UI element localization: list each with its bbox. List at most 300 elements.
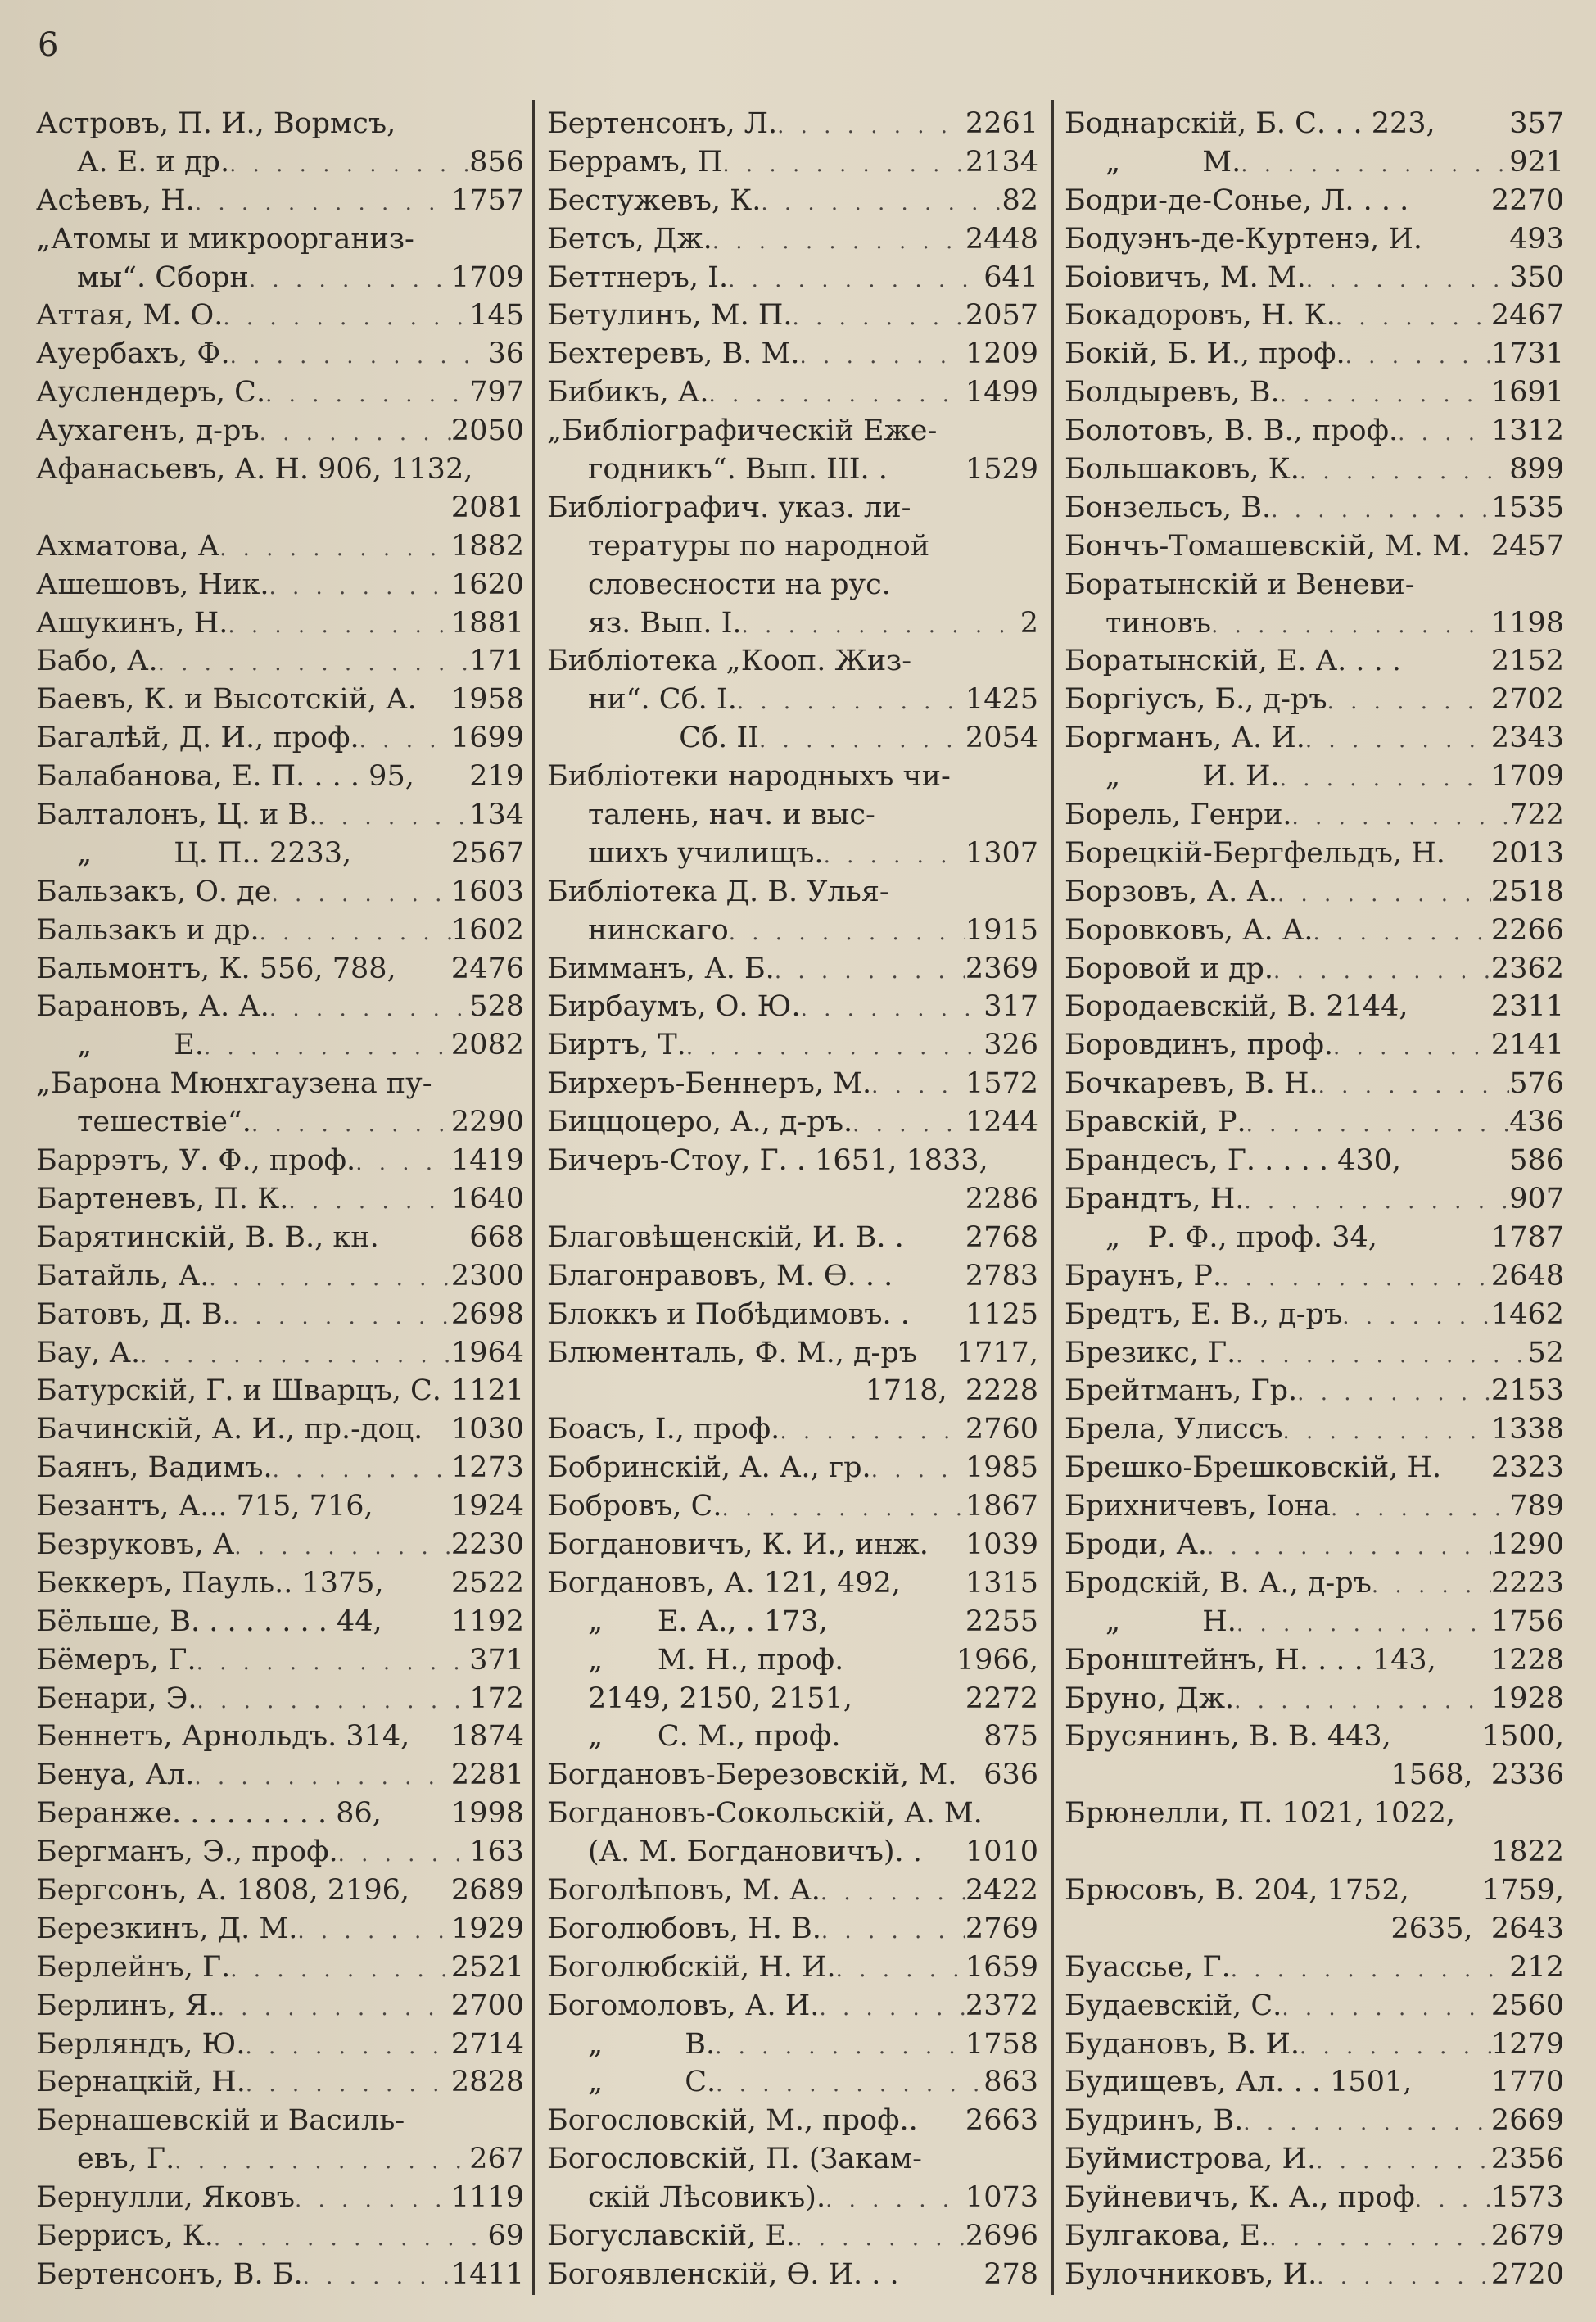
entry-number: 1535 <box>1490 491 1564 524</box>
entry-number: 2702 <box>1490 683 1564 717</box>
entry-name: Боголѣповъ, М. А. <box>547 1873 821 1907</box>
entry-number: 1985 <box>965 1451 1038 1485</box>
index-entry <box>36 1756 524 1795</box>
entry-name: Бертенсонъ, В. Б. <box>36 2257 303 2291</box>
index-entry <box>36 335 524 373</box>
entry-name: Блюменталь, Ф. М., д-ръ <box>547 1336 918 1369</box>
index-entry <box>36 373 524 412</box>
entry-name: Бородаевскій, В. 2144, <box>1065 990 1408 1024</box>
entry-number: 2286 <box>965 1182 1038 1215</box>
entry-number: 2518 <box>1490 875 1564 908</box>
entry-number: 1290 <box>1490 1528 1564 1561</box>
index-entry <box>36 873 524 912</box>
entry-name: Берлейнъ, Г. <box>36 1950 231 1984</box>
entry-number: 1731 <box>1490 337 1564 371</box>
entry-number: 1691 <box>1490 376 1564 410</box>
leader-dots <box>269 990 469 1026</box>
index-entry <box>547 2179 1038 2217</box>
entry-name: „Атомы и микроорганиз- <box>36 222 414 256</box>
index-entry <box>547 527 1038 566</box>
entry-number: 1529 <box>965 453 1038 487</box>
index-entry <box>547 259 1038 297</box>
entry-number: 2476 <box>450 952 524 985</box>
leader-dots <box>209 1260 451 1296</box>
index-entry <box>1065 335 1564 373</box>
leader-dots <box>1244 1183 1509 1219</box>
index-entry <box>1065 1564 1564 1603</box>
entry-name: Благонравовъ, М. Ѳ. . . <box>547 1259 893 1292</box>
index-entry <box>36 758 524 796</box>
index-entry <box>36 835 524 873</box>
index-entry <box>1065 2063 1564 2102</box>
entry-number: 1915 <box>965 913 1038 947</box>
leader-dots <box>249 261 451 297</box>
entry-number: 1787 <box>1490 1220 1564 1254</box>
entry-name: Брандтъ, Н. <box>1065 1182 1245 1215</box>
index-entry <box>1065 2217 1564 2256</box>
entry-number: 172 <box>469 1682 524 1715</box>
entry-number: 1030 <box>450 1413 524 1446</box>
entry-number: 1758 <box>965 2027 1038 2061</box>
index-entry <box>1065 835 1564 873</box>
entry-number: 1039 <box>965 1528 1038 1561</box>
index-entry <box>547 2140 1038 2179</box>
entry-number: 856 <box>469 145 524 179</box>
entry-name: шихъ училищъ. <box>588 836 824 870</box>
entry-number: 2057 <box>965 299 1038 333</box>
leader-dots <box>836 1951 965 1987</box>
entry-name: „Барона Мюнхгаузена пу- <box>36 1067 432 1101</box>
entry-number: 2290 <box>450 1106 524 1139</box>
entry-number: 1759, <box>1481 1873 1564 1907</box>
index-entry <box>1065 412 1564 450</box>
entry-number: 2457 <box>1490 529 1564 563</box>
entry-name: Бехтеревъ, В. М. <box>547 337 800 371</box>
entry-number: 2679 <box>1490 2219 1564 2252</box>
entry-name: Багалѣй, Д. И., проф. <box>36 722 359 755</box>
leader-dots <box>1300 453 1509 489</box>
index-entry <box>547 873 1038 912</box>
entry-number: 350 <box>1509 260 1564 294</box>
entry-name: „ М. <box>1105 145 1241 179</box>
entry-name: Бирбаумъ, О. Ю. <box>547 990 801 1024</box>
entry-number: 2648 <box>1490 1259 1564 1292</box>
leader-dots <box>1236 1337 1527 1373</box>
index-entry <box>547 373 1038 412</box>
leader-dots <box>728 261 983 297</box>
index-entry <box>36 1065 524 1103</box>
leader-dots <box>1305 722 1491 758</box>
leader-dots <box>742 607 1020 643</box>
leader-dots <box>230 337 488 373</box>
entry-name: „ В. <box>588 2027 716 2061</box>
entry-number: 267 <box>469 2143 524 2176</box>
entry-name: Барятинскій, В. В., кн. <box>36 1220 379 1254</box>
entry-number: 1659 <box>965 1950 1038 1984</box>
leader-dots <box>230 1951 451 1987</box>
index-entry <box>547 1603 1038 1641</box>
entry-number: 326 <box>983 1029 1038 1062</box>
entry-number: 1867 <box>965 1490 1038 1523</box>
leader-dots <box>1300 2028 1491 2064</box>
entry-number: 1279 <box>1490 2027 1564 2061</box>
entry-number: 789 <box>1509 1490 1564 1523</box>
entry-name: Беккеръ, Пауль.. 1375, <box>36 1566 384 1600</box>
index-entry <box>547 1949 1038 1987</box>
entry-name: Брейтманъ, Гр. <box>1065 1374 1298 1408</box>
index-entry <box>36 681 524 719</box>
index-entry <box>547 1219 1038 1257</box>
leader-dots <box>777 107 965 143</box>
entry-name: тиновъ <box>1105 606 1212 640</box>
entry-name: Бачинскій, А. И., пр.-доц. <box>36 1413 423 1446</box>
entry-name: Библіотеки народныхъ чи- <box>547 760 951 794</box>
index-entry <box>547 296 1038 335</box>
leader-dots <box>245 2028 450 2064</box>
index-entry <box>36 988 524 1026</box>
entry-number: 1573 <box>1490 2181 1564 2215</box>
index-entry <box>36 1334 524 1373</box>
index-entry <box>1065 1833 1564 1872</box>
index-entry <box>36 1680 524 1718</box>
entry-name: Болотовъ, В. В., проф. <box>1065 414 1399 448</box>
leader-dots <box>232 1298 451 1334</box>
entry-number: 2323 <box>1490 1451 1564 1485</box>
entry-number: 171 <box>469 645 524 678</box>
entry-number: 1572 <box>965 1067 1038 1101</box>
index-entry <box>547 2102 1038 2140</box>
index-entry <box>547 681 1038 719</box>
leader-dots <box>1331 1490 1509 1526</box>
entry-name: „ С. М., проф. <box>588 1720 841 1754</box>
entry-name: Батайль, А. <box>36 1259 210 1292</box>
leader-dots <box>1246 1106 1510 1142</box>
index-entry <box>36 2256 524 2294</box>
entry-number: 1770 <box>1490 2066 1564 2099</box>
index-entry <box>1065 912 1564 950</box>
entry-name: Боратынскій и Веневи- <box>1065 568 1415 601</box>
entry-name: Бирхеръ-Беннеръ, М. <box>547 1067 872 1101</box>
leader-dots <box>737 683 965 719</box>
entry-number: 875 <box>983 1720 1038 1754</box>
index-entry <box>36 1257 524 1296</box>
entry-name: Броди, А. <box>1065 1528 1207 1561</box>
leader-dots <box>251 1106 451 1142</box>
leader-dots <box>1241 146 1509 182</box>
entry-number: 2281 <box>450 1758 524 1792</box>
entry-name: мы“. Сборн <box>77 260 249 294</box>
entry-number: 2689 <box>450 1873 524 1907</box>
entry-name: Бибикъ, А. <box>547 376 709 410</box>
index-entry <box>1065 2102 1564 2140</box>
leader-dots <box>234 1528 451 1564</box>
entry-number: 1312 <box>1490 414 1564 448</box>
entry-name: Бруно, Дж. <box>1065 1682 1235 1715</box>
entry-name: Бергманъ, Э., проф. <box>36 1835 338 1869</box>
index-entry <box>547 835 1038 873</box>
entry-name: Березкинъ, Д. М. <box>36 1912 298 1945</box>
entry-name: Бёмеръ, Г. <box>36 1643 197 1677</box>
index-entry <box>1065 1065 1564 1103</box>
leader-dots <box>801 990 984 1026</box>
entry-number: 1924 <box>450 1490 524 1523</box>
index-entry <box>36 719 524 758</box>
entry-name: Будищевъ, Ал. . . 1501, <box>1065 2066 1413 2099</box>
entry-name: Бернацкій, Н. <box>36 2066 246 2099</box>
index-entry <box>36 450 524 489</box>
entry-name: Бертенсонъ, Л. <box>547 107 778 140</box>
entry-name: Бонзельсъ, В. <box>1065 491 1272 524</box>
index-entry <box>36 1142 524 1180</box>
leader-dots <box>214 2220 488 2256</box>
entry-number: 1462 <box>1490 1297 1564 1331</box>
entry-name: Бокадоровъ, Н. К. <box>1065 299 1336 333</box>
entry-name: Берлинъ, Я. <box>36 1989 218 2022</box>
index-entry <box>547 1026 1038 1065</box>
index-entry <box>36 1795 524 1833</box>
leader-dots <box>1372 1567 1491 1603</box>
entry-number: 2635, 2643 <box>1390 1912 1564 1945</box>
entry-number: 2372 <box>965 1989 1038 2022</box>
index-entry <box>36 2026 524 2064</box>
leader-dots <box>288 1183 451 1219</box>
entry-name: Беттнеръ, I. <box>547 260 729 294</box>
index-entry <box>1065 1910 1564 1949</box>
leader-dots <box>1415 2181 1491 2217</box>
entry-name: А. Е. и др. <box>77 145 230 179</box>
entry-name: Беранже. . . . . . . . . 86, <box>36 1797 382 1831</box>
entry-number: 2311 <box>1490 990 1564 1024</box>
leader-dots <box>1211 607 1491 643</box>
entry-name: „ И. И. <box>1105 760 1280 794</box>
entry-number: 69 <box>487 2219 524 2252</box>
index-entry <box>547 1833 1038 1872</box>
index-entry <box>1065 2179 1564 2217</box>
index-entry <box>36 1949 524 1987</box>
index-entry <box>36 1987 524 2026</box>
entry-name: Ауербахъ, Ф. <box>36 337 230 371</box>
leader-dots <box>355 1144 451 1180</box>
index-entry <box>1065 2256 1564 2294</box>
leader-dots <box>174 2143 469 2179</box>
leader-dots <box>303 2258 451 2294</box>
index-entry <box>36 1410 524 1449</box>
entry-name: Бетулинъ, М. П. <box>547 299 793 333</box>
index-entry <box>1065 1410 1564 1449</box>
leader-dots <box>204 1029 451 1065</box>
entry-number: 2013 <box>1490 836 1564 870</box>
index-entry <box>547 1987 1038 2026</box>
entry-name: Барановъ, А. А. <box>36 990 269 1024</box>
leader-dots <box>775 953 965 989</box>
entry-name: Брюсовъ, В. 204, 1752, <box>1065 1873 1409 1907</box>
entry-number: 2152 <box>1490 645 1564 678</box>
entry-number: 2696 <box>965 2219 1038 2252</box>
leader-dots <box>729 914 965 950</box>
leader-dots <box>1277 876 1491 912</box>
entry-name: Богуславскій, Е. <box>547 2219 796 2252</box>
leader-dots <box>158 645 470 681</box>
entry-name: Брела, Улиссъ <box>1065 1413 1283 1446</box>
entry-name: Баевъ, К. и Высотскій, А. <box>36 683 417 717</box>
entry-number: 1209 <box>965 337 1038 371</box>
index-entry <box>1065 1026 1564 1065</box>
leader-dots <box>1333 1029 1491 1065</box>
leader-dots <box>1273 953 1491 989</box>
entry-number: 899 <box>1509 453 1564 487</box>
index-entry <box>547 1103 1038 1142</box>
index-entry <box>547 988 1038 1026</box>
entry-name: яз. Вып. I. <box>588 606 742 640</box>
index-entry <box>1065 566 1564 604</box>
entry-name: Ауслендеръ, С. <box>36 376 266 410</box>
index-entry <box>36 1180 524 1219</box>
entry-name: Боровковъ, А. А. <box>1065 913 1313 947</box>
leader-dots <box>260 414 451 450</box>
leader-dots <box>269 568 450 604</box>
index-entry <box>547 1756 1038 1795</box>
entry-number: 1125 <box>965 1297 1038 1331</box>
entry-name: Блоккъ и Побѣдимовъ. . <box>547 1297 910 1331</box>
index-entry <box>1065 1949 1564 1987</box>
index-entry <box>1065 1449 1564 1487</box>
entry-number: 2783 <box>965 1259 1038 1292</box>
entry-name: Батурскій, Г. и Шварцъ, С. <box>36 1374 441 1408</box>
leader-dots <box>1282 1989 1491 2026</box>
leader-dots <box>246 2066 451 2102</box>
leader-dots <box>871 1067 965 1103</box>
index-entry <box>547 105 1038 143</box>
entry-number: 2255 <box>965 1605 1038 1638</box>
entry-number: 493 <box>1509 222 1564 256</box>
entry-number: 1928 <box>1490 1682 1564 1715</box>
leader-dots <box>1342 1298 1491 1334</box>
index-entry <box>1065 1756 1564 1795</box>
leader-dots <box>821 1874 965 1910</box>
leader-dots <box>793 299 965 335</box>
index-entry <box>36 604 524 643</box>
entry-name: Балталонъ, Ц. и В. <box>36 799 319 832</box>
index-entry <box>547 1872 1038 1910</box>
entry-number: 1073 <box>965 2181 1038 2215</box>
index-entry <box>36 412 524 450</box>
index-entry <box>547 220 1038 259</box>
leader-dots <box>338 1835 470 1872</box>
leader-dots <box>1345 337 1491 373</box>
entry-name: Бенуа, Ал. <box>36 1758 195 1792</box>
entry-number: 1709 <box>1490 760 1564 794</box>
index-entry <box>36 1219 524 1257</box>
leader-dots <box>759 722 965 758</box>
entry-name: Бредтъ, Е. В., д-ръ <box>1065 1297 1343 1331</box>
leader-dots <box>1327 683 1491 719</box>
entry-number: 576 <box>1509 1067 1564 1101</box>
entry-name: Будринъ, В. <box>1065 2104 1244 2138</box>
entry-number: 1119 <box>450 2181 524 2215</box>
entry-number: 586 <box>1509 1144 1564 1178</box>
index-entry <box>36 1910 524 1949</box>
entry-number: 371 <box>469 1643 524 1677</box>
index-entry <box>547 1795 1038 1833</box>
entry-name: Бобринскій, А. А., гр. <box>547 1451 871 1485</box>
entry-number: 1874 <box>450 1720 524 1754</box>
entry-name: „ Е. <box>77 1029 204 1062</box>
entry-name: Библіографич. указ. ли- <box>547 491 911 524</box>
leader-dots <box>715 2028 965 2064</box>
entry-number: 1882 <box>450 529 524 563</box>
index-entry <box>547 1487 1038 1526</box>
index-entry <box>1065 373 1564 412</box>
index-entry <box>1065 1372 1564 1410</box>
leader-dots <box>1318 1067 1510 1103</box>
leader-dots <box>761 184 1001 220</box>
entry-number: 2369 <box>965 952 1038 985</box>
entry-number: 357 <box>1509 107 1564 140</box>
entry-name: Библіотека Д. В. Улья- <box>547 875 889 908</box>
entry-number: 1757 <box>450 183 524 217</box>
index-entry <box>36 2102 524 2140</box>
entry-name: Берляндъ, Ю. <box>36 2027 246 2061</box>
entry-number: 1881 <box>450 606 524 640</box>
entry-number: 2521 <box>450 1950 524 1984</box>
entry-number: 641 <box>983 260 1038 294</box>
entry-number: 2050 <box>450 414 524 448</box>
entry-name: тешествіе“. <box>77 1106 251 1139</box>
entry-name: Бартеневъ, П. К. <box>36 1182 289 1215</box>
leader-dots <box>1398 414 1491 450</box>
entry-number: 2714 <box>450 2027 524 2061</box>
entry-name: Брюнелли, П. 1021, 1022, <box>1065 1797 1455 1831</box>
entry-name: Борзовъ, А. А. <box>1065 875 1277 908</box>
leader-dots <box>1336 299 1491 335</box>
entry-name: Беррамъ, П <box>547 145 723 179</box>
entry-number: 1620 <box>450 568 524 601</box>
entry-name: Богомоловъ, А. И. <box>547 1989 820 2022</box>
entry-name: Безантъ, А... 715, 716, <box>36 1490 373 1523</box>
entry-number: 1603 <box>450 875 524 908</box>
entry-number: 2768 <box>965 1220 1038 1254</box>
entry-number: 1315 <box>965 1566 1038 1600</box>
leader-dots <box>195 184 451 220</box>
leader-dots <box>218 1989 451 2026</box>
entry-number: 1121 <box>450 1374 524 1408</box>
entry-number: 163 <box>469 1835 524 1869</box>
entry-name: Ахматова, А <box>36 529 220 563</box>
entry-number: 2669 <box>1490 2104 1564 2138</box>
entry-number: 1568, 2336 <box>1390 1758 1564 1792</box>
entry-number: 1411 <box>450 2257 524 2291</box>
entry-name: Бродскій, В. А., д-ръ <box>1065 1566 1372 1600</box>
leader-dots <box>716 2066 983 2102</box>
index-entry <box>1065 681 1564 719</box>
index-entry <box>36 259 524 297</box>
entry-name: Бестужевъ, К. <box>547 183 762 217</box>
index-entry <box>36 143 524 182</box>
index-entry <box>547 412 1038 450</box>
entry-name: Богдановъ-Сокольскій, А. М. <box>547 1797 983 1831</box>
entry-name: тературы по народной <box>588 529 930 563</box>
entry-number: 2153 <box>1490 1374 1564 1408</box>
leader-dots <box>197 1682 470 1718</box>
entry-name: Бокій, Б. И., проф. <box>1065 337 1345 371</box>
entry-name: Баянъ, Вадимъ. <box>36 1451 273 1485</box>
leader-dots <box>1234 1682 1491 1718</box>
leader-dots <box>708 376 965 412</box>
leader-dots <box>1280 760 1491 796</box>
index-entry <box>1065 873 1564 912</box>
leader-dots <box>140 1337 451 1373</box>
index-entry <box>1065 489 1564 527</box>
